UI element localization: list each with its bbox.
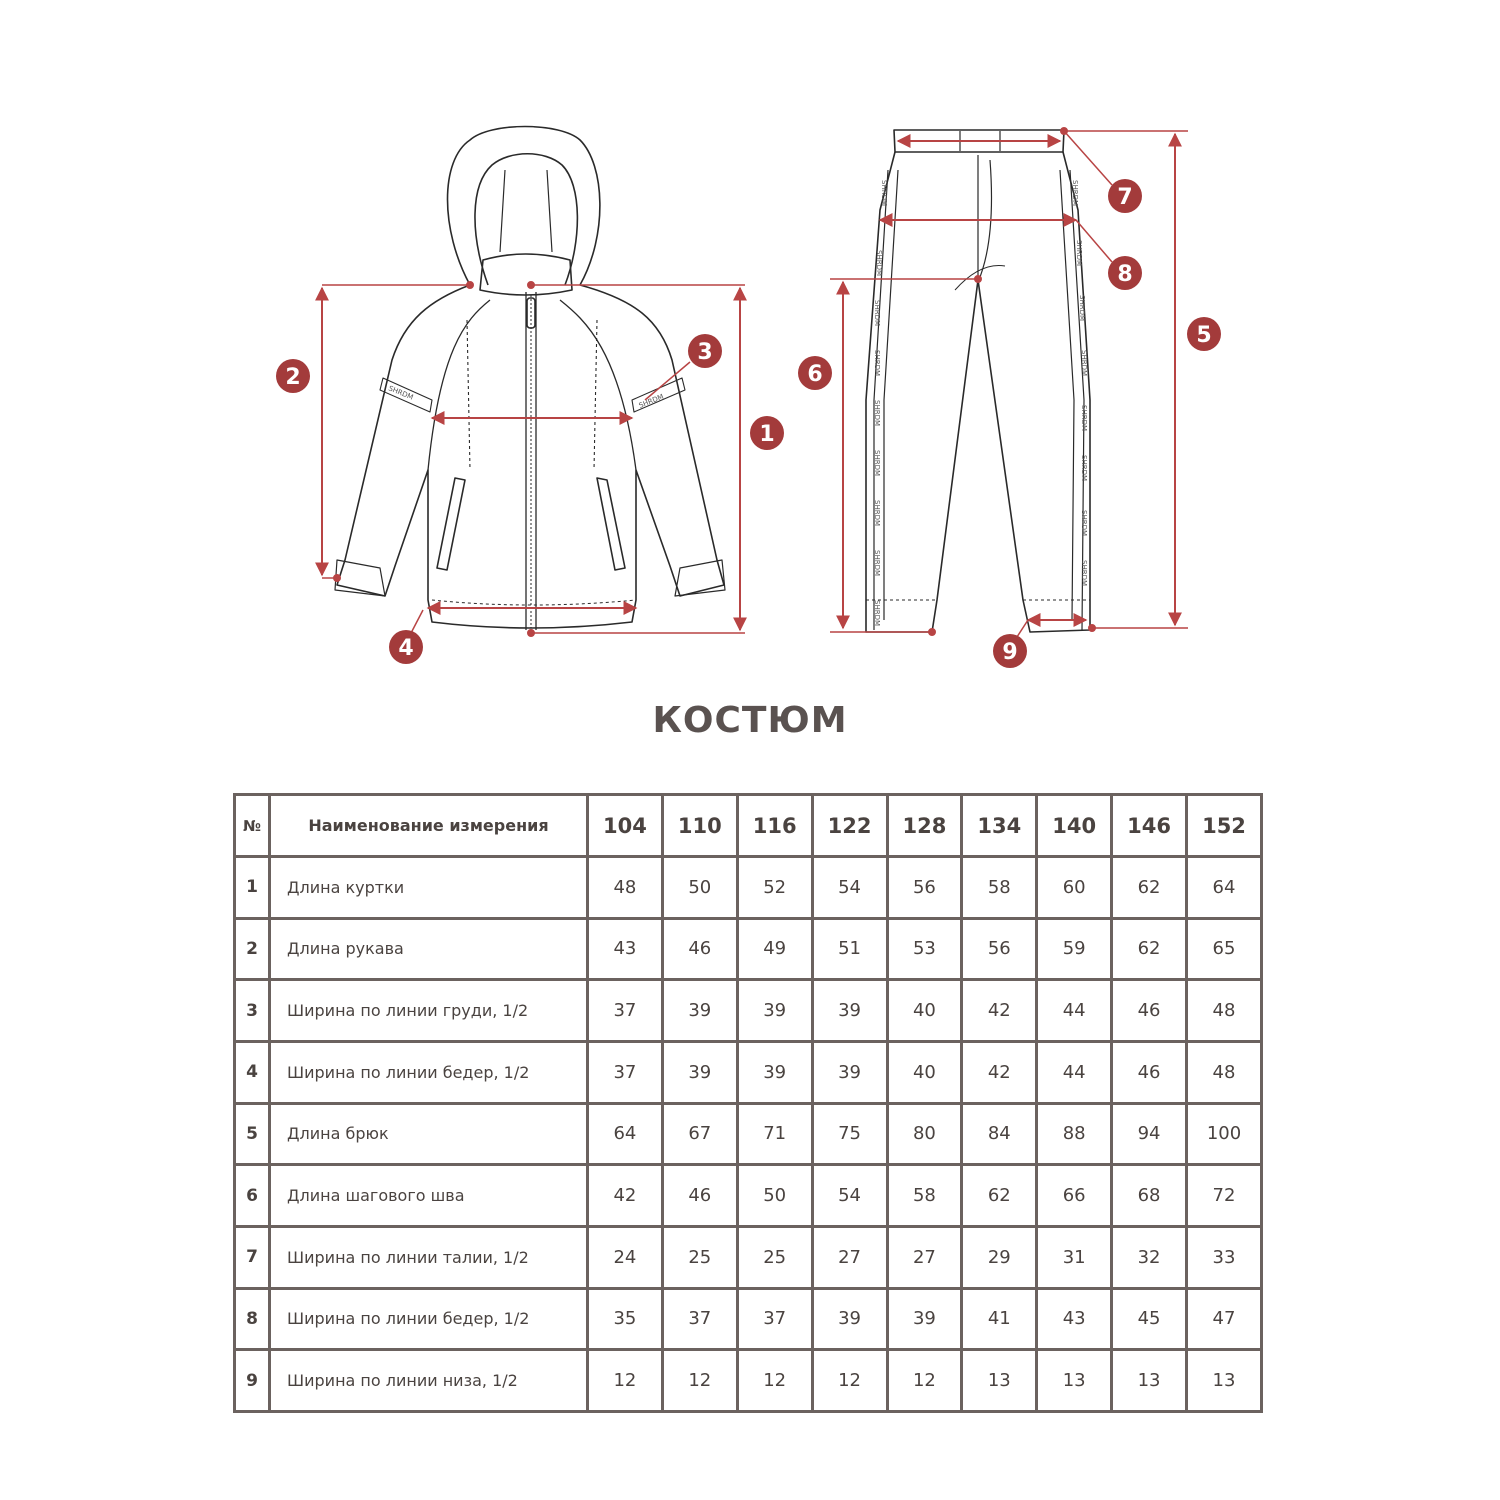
measurement-value: 40 — [887, 1041, 962, 1103]
measurement-value: 29 — [962, 1226, 1037, 1288]
measurement-value: 43 — [1037, 1288, 1112, 1350]
measurement-value: 37 — [588, 980, 663, 1042]
measurement-name: Ширина по линии низа, 1/2 — [270, 1350, 588, 1412]
measurement-value: 51 — [812, 918, 887, 980]
measurement-value: 44 — [1037, 1041, 1112, 1103]
trousers-stripe-brands — [873, 180, 1088, 626]
measurement-value: 27 — [887, 1226, 962, 1288]
measurement-value: 39 — [812, 1041, 887, 1103]
measurement-value: 88 — [1037, 1103, 1112, 1165]
measurement-value: 66 — [1037, 1165, 1112, 1227]
measurement-value: 13 — [1112, 1350, 1187, 1412]
measurement-value: 33 — [1187, 1226, 1262, 1288]
measurement-value: 12 — [588, 1350, 663, 1412]
measurement-value: 13 — [962, 1350, 1037, 1412]
measurement-value: 46 — [1112, 1041, 1187, 1103]
measurement-value: 60 — [1037, 857, 1112, 919]
svg-text:SHRDM: SHRDM — [1078, 295, 1086, 322]
measurement-value: 46 — [1112, 980, 1187, 1042]
svg-text:SHRDM: SHRDM — [873, 550, 881, 577]
svg-text:6: 6 — [807, 362, 823, 387]
svg-text:SHRDM: SHRDM — [873, 500, 881, 527]
svg-text:3: 3 — [697, 340, 713, 365]
measurement-name: Ширина по линии груди, 1/2 — [270, 980, 588, 1042]
marker-3 — [688, 334, 722, 368]
measurement-value: 39 — [812, 980, 887, 1042]
measurement-value: 58 — [887, 1165, 962, 1227]
measurement-value: 40 — [887, 980, 962, 1042]
table-row — [235, 1350, 1262, 1412]
measurement-value: 56 — [887, 857, 962, 919]
measurement-value: 50 — [662, 857, 737, 919]
svg-text:4: 4 — [398, 636, 414, 661]
jacket-drawing — [335, 127, 725, 631]
measurement-value: 39 — [887, 1288, 962, 1350]
svg-text:SHRDM: SHRDM — [880, 180, 888, 207]
measurement-diagram — [0, 0, 1500, 690]
table-row — [235, 1041, 1262, 1103]
table-row — [235, 1103, 1262, 1165]
measurement-value: 56 — [962, 918, 1037, 980]
measurement-value: 58 — [962, 857, 1037, 919]
svg-text:SHRDM: SHRDM — [1080, 510, 1088, 537]
measurement-name: Ширина по линии талии, 1/2 — [270, 1226, 588, 1288]
measurement-value: 39 — [812, 1288, 887, 1350]
measurement-value: 25 — [737, 1226, 812, 1288]
svg-text:8: 8 — [1117, 262, 1133, 287]
measurement-value: 84 — [962, 1103, 1037, 1165]
measurement-value: 62 — [962, 1165, 1037, 1227]
marker-9 — [993, 634, 1027, 668]
svg-text:SHRDM: SHRDM — [1080, 405, 1088, 432]
measurement-value: 39 — [662, 980, 737, 1042]
measurement-value: 48 — [1187, 980, 1262, 1042]
size-header: 128 — [887, 795, 962, 857]
row-number: 8 — [235, 1288, 270, 1350]
measurement-value: 37 — [737, 1288, 812, 1350]
row-number: 1 — [235, 857, 270, 919]
marker-7 — [1108, 179, 1142, 213]
header-row — [235, 795, 1262, 857]
row-number: 9 — [235, 1350, 270, 1412]
measurement-name: Длина шагового шва — [270, 1165, 588, 1227]
measurement-value: 13 — [1187, 1350, 1262, 1412]
measurement-value: 46 — [662, 1165, 737, 1227]
measurement-value: 75 — [812, 1103, 887, 1165]
measurement-value: 44 — [1037, 980, 1112, 1042]
measurement-value: 32 — [1112, 1226, 1187, 1288]
measurement-value: 68 — [1112, 1165, 1187, 1227]
svg-text:SHRDM: SHRDM — [1075, 240, 1083, 267]
measurement-value: 12 — [737, 1350, 812, 1412]
table-row — [235, 980, 1262, 1042]
table-body — [235, 857, 1262, 1412]
measurement-name: Длина рукава — [270, 918, 588, 980]
measurement-name: Длина брюк — [270, 1103, 588, 1165]
row-number: 4 — [235, 1041, 270, 1103]
marker-5 — [1187, 317, 1221, 351]
marker-8 — [1108, 256, 1142, 290]
table-row — [235, 918, 1262, 980]
measurement-value: 35 — [588, 1288, 663, 1350]
row-number: 2 — [235, 918, 270, 980]
measurement-value: 37 — [662, 1288, 737, 1350]
size-header: 134 — [962, 795, 1037, 857]
measurement-value: 31 — [1037, 1226, 1112, 1288]
svg-text:1: 1 — [759, 422, 775, 447]
row-number: 3 — [235, 980, 270, 1042]
measurement-value: 45 — [1112, 1288, 1187, 1350]
measurement-value: 62 — [1112, 918, 1187, 980]
svg-text:2: 2 — [285, 365, 301, 390]
size-header: 104 — [588, 795, 663, 857]
measurement-value: 25 — [662, 1226, 737, 1288]
measurement-value: 80 — [887, 1103, 962, 1165]
measurement-name: Длина куртки — [270, 857, 588, 919]
measurement-value: 12 — [662, 1350, 737, 1412]
measurement-value: 12 — [887, 1350, 962, 1412]
measurement-value: 39 — [737, 980, 812, 1042]
row-number: 6 — [235, 1165, 270, 1227]
svg-text:SHRDM: SHRDM — [1080, 560, 1088, 587]
marker-2 — [276, 359, 310, 393]
svg-text:SHRDM: SHRDM — [873, 400, 881, 427]
svg-text:SHRDM: SHRDM — [1071, 180, 1079, 207]
measurement-value: 39 — [662, 1041, 737, 1103]
marker-1 — [750, 416, 784, 450]
measurement-value: 54 — [812, 857, 887, 919]
row-number: 7 — [235, 1226, 270, 1288]
size-header: 122 — [812, 795, 887, 857]
marker-6 — [798, 356, 832, 390]
size-header: 146 — [1112, 795, 1187, 857]
measurement-value: 42 — [588, 1165, 663, 1227]
trousers-drawing — [866, 130, 1090, 632]
measurement-value: 71 — [737, 1103, 812, 1165]
svg-text:SHRDM: SHRDM — [873, 450, 881, 477]
svg-text:9: 9 — [1002, 640, 1018, 665]
measurement-value: 12 — [812, 1350, 887, 1412]
measurement-value: 48 — [1187, 1041, 1262, 1103]
table-row — [235, 1226, 1262, 1288]
number-header: № — [235, 795, 270, 857]
table-row — [235, 857, 1262, 919]
size-header: 116 — [737, 795, 812, 857]
svg-text:SHRDM: SHRDM — [873, 300, 881, 327]
measurement-value: 59 — [1037, 918, 1112, 980]
size-header: 152 — [1187, 795, 1262, 857]
jacket-left-tape-brand: SHRDM — [387, 384, 415, 402]
measurement-value: 24 — [588, 1226, 663, 1288]
svg-text:7: 7 — [1117, 185, 1133, 210]
measurement-value: 46 — [662, 918, 737, 980]
measurement-value: 94 — [1112, 1103, 1187, 1165]
svg-text:SHRDM: SHRDM — [1080, 455, 1088, 482]
measurement-value: 13 — [1037, 1350, 1112, 1412]
measurement-value: 48 — [588, 857, 663, 919]
measurement-value: 54 — [812, 1165, 887, 1227]
measurement-value: 43 — [588, 918, 663, 980]
measurement-value: 64 — [588, 1103, 663, 1165]
measurement-name-header: Наименование измерения — [270, 795, 588, 857]
svg-text:5: 5 — [1196, 323, 1212, 348]
measurement-value: 67 — [662, 1103, 737, 1165]
jacket-measure-lines — [322, 282, 745, 636]
measurement-name: Ширина по линии бедер, 1/2 — [270, 1288, 588, 1350]
svg-text:SHRDM: SHRDM — [873, 350, 881, 377]
measurement-value: 27 — [812, 1226, 887, 1288]
measurement-name: Ширина по линии бедер, 1/2 — [270, 1041, 588, 1103]
measurement-value: 42 — [962, 1041, 1037, 1103]
measurement-value: 72 — [1187, 1165, 1262, 1227]
svg-text:SHRDM: SHRDM — [875, 250, 883, 277]
page-title: КОСТЮМ — [652, 700, 848, 741]
jacket-right-tape-brand: SHRDM — [637, 392, 665, 410]
measurement-value: 52 — [737, 857, 812, 919]
size-header: 140 — [1037, 795, 1112, 857]
measurement-value: 62 — [1112, 857, 1187, 919]
marker-4 — [389, 630, 423, 664]
measurement-value: 42 — [962, 980, 1037, 1042]
measurement-value: 41 — [962, 1288, 1037, 1350]
measurement-value: 100 — [1187, 1103, 1262, 1165]
measurement-value: 50 — [737, 1165, 812, 1227]
table-row — [235, 1165, 1262, 1227]
size-header: 110 — [662, 795, 737, 857]
row-number: 5 — [235, 1103, 270, 1165]
svg-text:SHRDM: SHRDM — [873, 600, 881, 627]
measurement-value: 49 — [737, 918, 812, 980]
table-row — [235, 1288, 1262, 1350]
measurement-value: 64 — [1187, 857, 1262, 919]
measurement-value: 65 — [1187, 918, 1262, 980]
size-table — [233, 793, 1263, 1413]
measurement-value: 47 — [1187, 1288, 1262, 1350]
measurement-value: 39 — [737, 1041, 812, 1103]
measurement-value: 37 — [588, 1041, 663, 1103]
measurement-value: 53 — [887, 918, 962, 980]
svg-text:SHRDM: SHRDM — [1080, 350, 1088, 377]
